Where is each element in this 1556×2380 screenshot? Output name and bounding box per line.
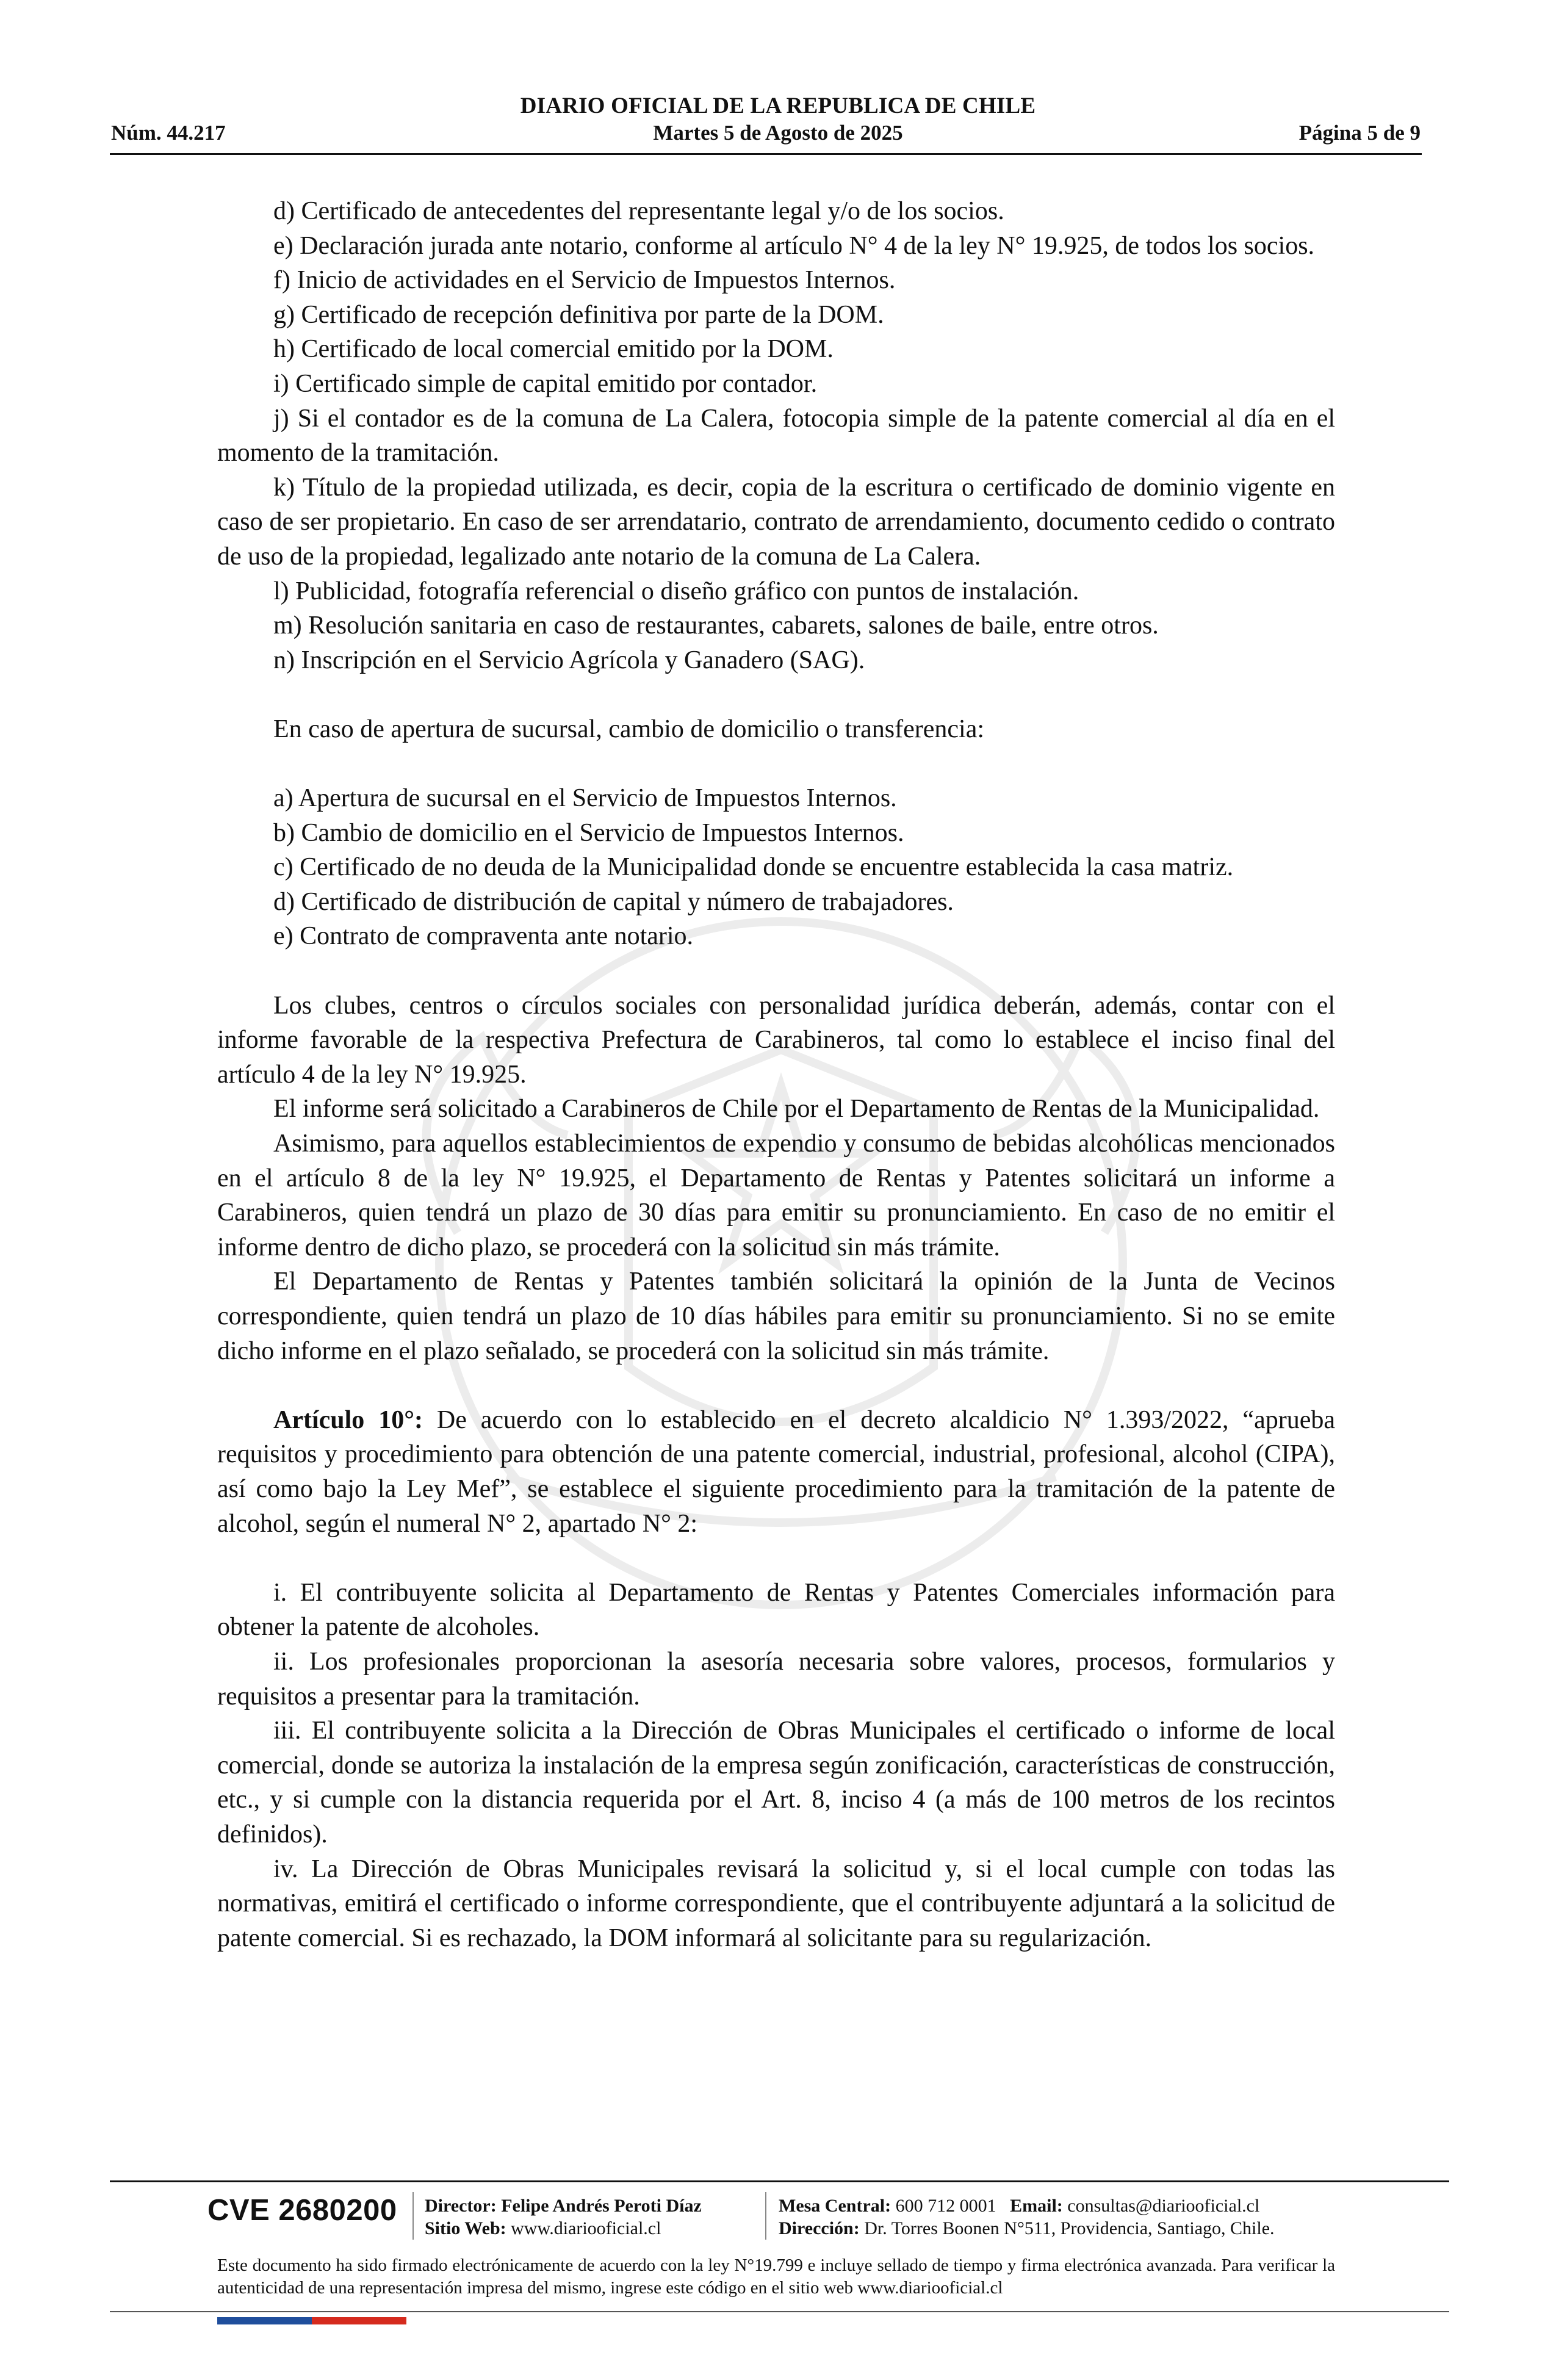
director-block — [425, 2194, 702, 2240]
footer-separator — [412, 2192, 414, 2240]
cve-code: CVE 2680200 — [207, 2194, 397, 2227]
address-value: Dr. Torres Boonen N°511, Providencia, Santiago, Chile. — [864, 2218, 1275, 2238]
list-item: a) Apertura de sucursal en el Servicio de Impuestos Internos. — [273, 784, 897, 813]
list-item: d) Certificado de distribución de capital y número de trabajadores. — [273, 887, 954, 916]
document-body — [217, 194, 1335, 1955]
header-divider — [110, 153, 1422, 155]
list-item: h) Certificado de local comercial emitido por la DOM. — [273, 335, 834, 364]
contact-block — [779, 2194, 1275, 2240]
paragraph: Los clubes, centros o círculos sociales con personalidad jurídica deberán, además, contar con el informe favorable de la respectiva Prefectura de Carabineros, tal como lo establece el inciso final del artículo 4 de la ley N° 19.925. — [217, 991, 1335, 1089]
footer-separator — [765, 2192, 766, 2240]
list-item: d) Certificado de antecedentes del representante legal y/o de los socios. — [273, 197, 1004, 225]
mesa-phone: 600 712 0001 — [895, 2196, 996, 2216]
procedure-step: ii. Los profesionales proporcionan la asesoría necesaria sobre valores, procesos, formularios y requisitos a presentar para la tramitación. — [217, 1647, 1335, 1711]
website-label: Sitio Web: — [425, 2218, 506, 2238]
article-10 — [217, 1403, 1335, 1541]
procedure-step: i. El contribuyente solicita al Departamento de Rentas y Patentes Comerciales información para obtener la patente de alcoholes. — [217, 1578, 1335, 1642]
flag-stripe-blue — [217, 2317, 312, 2324]
footer-divider — [110, 2180, 1449, 2182]
legal-notice: Este documento ha sido firmado electrónicamente de acuerdo con la ley N°19.799 e incluye sellado de tiempo y firma electrónica avanzada. Para verificar la autenticidad de una representación impresa del mismo, ingrese este código en el sitio web www.diariooficial.cl — [217, 2256, 1335, 2298]
director-label: Director: — [425, 2196, 497, 2216]
footer-bottom-rule — [110, 2311, 1449, 2312]
list-item: i) Certificado simple de capital emitido por contador. — [273, 369, 818, 398]
list-item: k) Título de la propiedad utilizada, es decir, copia de la escritura o certificado de dominio vigente en caso de ser propietario. En caso de ser arrendatario, contrato de arrendamiento, documento cedido o contrato de uso de la propiedad, legalizado ante notario de la comuna de La Calera. — [217, 473, 1335, 571]
paragraph: Asimismo, para aquellos establecimientos de expendio y consumo de bebidas alcohólicas mencionados en el artículo 8 de la ley N° 19.925, el Departamento de Rentas y Patentes solicitará un informe a Carabineros, quien tendrá un plazo de 30 días para emitir su pronunciamiento. En caso de no emitir el informe dentro de dicho plazo, se procederá con la solicitud sin más trámite. — [217, 1130, 1335, 1261]
email-label: Email: — [1010, 2196, 1063, 2216]
list-item: c) Certificado de no deuda de la Municipalidad donde se encuentre establecida la casa matriz. — [273, 853, 1234, 882]
paragraph: El Departamento de Rentas y Patentes también solicitará la opinión de la Junta de Vecinos correspondiente, quien tendrá un plazo de 10 días hábiles para emitir su pronunciamiento. Si no se emite dicho informe en el plazo señalado, se procederá con la solicitud sin más trámite. — [217, 1268, 1335, 1365]
paragraph: El informe será solicitado a Carabineros de Chile por el Departamento de Rentas de la Municipalidad. — [273, 1095, 1320, 1123]
list-item: e) Contrato de compraventa ante notario. — [273, 922, 694, 951]
procedure-step: iii. El contribuyente solicita a la Dirección de Obras Municipales el certificado o informe de local comercial, donde se autoriza la instalación de la empresa según zonificación, características de construcción, etc., y si cumple con la distancia requerida por el Art. 8, inciso 4 (a más de 100 metros de los recintos definidos). — [217, 1717, 1335, 1848]
list-item: e) Declaración jurada ante notario, conforme al artículo N° 4 de la ley N° 19.925, de todos los socios. — [273, 231, 1315, 260]
email-link[interactable]: consultas@diariooficial.cl — [1067, 2196, 1260, 2216]
list-item: l) Publicidad, fotografía referencial o diseño gráfico con puntos de instalación. — [273, 577, 1079, 605]
list-item: g) Certificado de recepción definitiva por parte de la DOM. — [273, 300, 884, 329]
issue-date: Martes 5 de Agosto de 2025 — [653, 121, 903, 145]
article-heading: Artículo 10°: — [273, 1405, 423, 1434]
list-item: j) Si el contador es de la comuna de La Calera, fotocopia simple de la patente comercial al día en el momento de la tramitación. — [217, 404, 1335, 467]
procedure-step: iv. La Dirección de Obras Municipales revisará la solicitud y, si el local cumple con todas las normativas, emitirá el certificado o informe correspondiente, que el contribuyente adjuntará a la solicitud de patente comercial. Si es rechazado, la DOM informará al solicitante para su regularización. — [217, 1855, 1335, 1952]
sucursal-intro: En caso de apertura de sucursal, cambio de domicilio o transferencia: — [273, 715, 985, 743]
flag-stripe-red — [312, 2317, 406, 2324]
list-item: f) Inicio de actividades en el Servicio de Impuestos Internos. — [273, 266, 896, 295]
director-name: Felipe Andrés Peroti Díaz — [501, 2196, 702, 2216]
list-item: m) Resolución sanitaria en caso de restaurantes, cabarets, salones de baile, entre otros. — [273, 611, 1159, 640]
gazette-title: DIARIO OFICIAL DE LA REPUBLICA DE CHILE — [520, 93, 1036, 118]
website-link[interactable]: www.diariooficial.cl — [511, 2218, 661, 2238]
address-label: Dirección: — [779, 2218, 860, 2238]
mesa-label: Mesa Central: — [779, 2196, 891, 2216]
list-item: n) Inscripción en el Servicio Agrícola y Ganadero (SAG). — [273, 646, 865, 674]
article-text: De acuerdo con lo establecido en el decreto alcaldicio N° 1.393/2022, “aprueba requisitos y procedimiento para obtención de una patente comercial, industrial, profesional, alcohol (CIPA), así como bajo la Ley Mef”, se establece el siguiente procedimiento para la tramitación de la patente de alcohol, según el numeral N° 2, apartado N° 2: — [217, 1405, 1335, 1538]
issue-number: Núm. 44.217 — [111, 121, 226, 145]
page-indicator: Página 5 de 9 — [1298, 121, 1421, 145]
list-item: b) Cambio de domicilio en el Servicio de Impuestos Internos. — [273, 818, 904, 847]
